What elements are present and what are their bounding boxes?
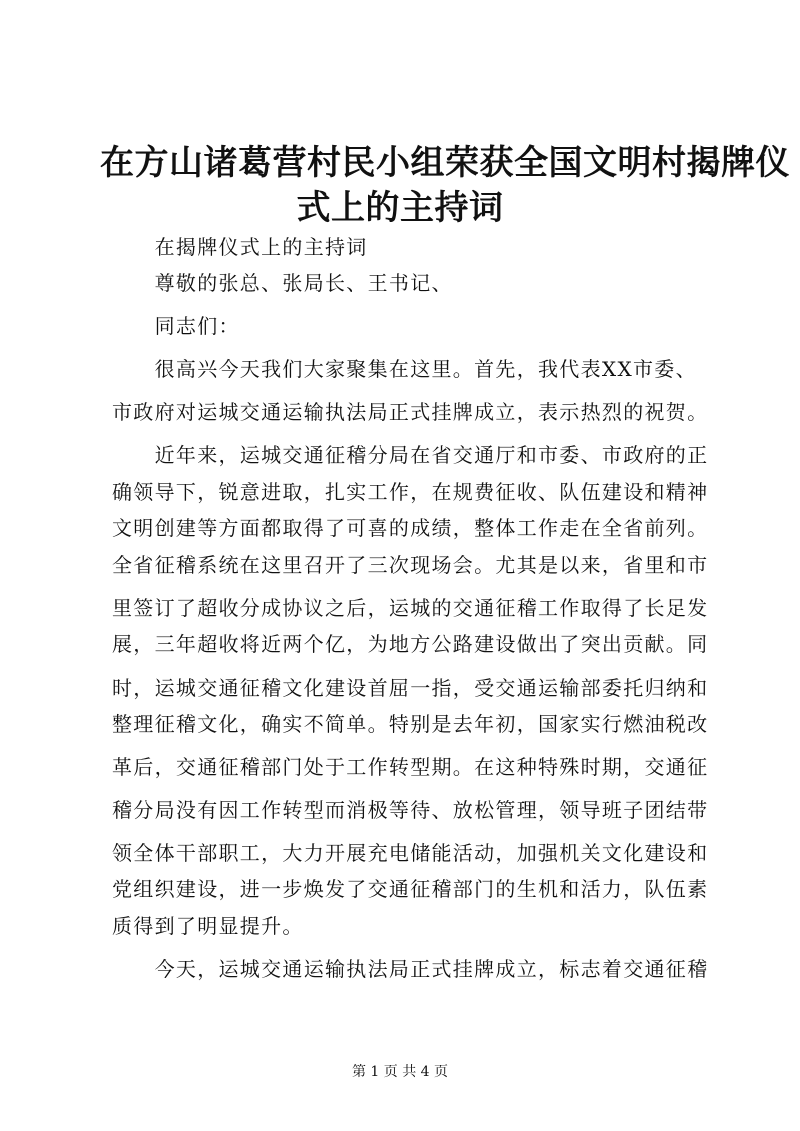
body-line: 尊敬的张总、张局长、王书记、 — [112, 271, 453, 295]
document-title-line-2: 式上的主持词 — [296, 188, 504, 228]
body-line: 党组织建设，进一步焕发了交通征稽部门的生机和活力，队伍素 — [112, 877, 709, 901]
body-line: 整理征稽文化，确实不简单。特别是去年初，国家实行燃油税改 — [112, 712, 709, 736]
page-number-footer: 第 1 页 共 4 页 — [351, 1064, 449, 1080]
body-line: 革后，交通征稽部门处于工作转型期。在这种特殊时期，交通征 — [112, 755, 709, 779]
body-line: 很高兴今天我们大家聚集在这里。首先，我代表XX市委、 — [112, 357, 697, 381]
body-line: 市政府对运城交通运输执法局正式挂牌成立，表示热烈的祝贺。 — [112, 400, 709, 424]
body-line: 全省征稽系统在这里召开了三次现场会。尤其是以来，省里和市 — [112, 553, 709, 577]
body-line: 确领导下，锐意进取，扎实工作，在规费征收、队伍建设和精神 — [112, 480, 709, 504]
body-line: 近年来，运城交通征稽分局在省交通厅和市委、市政府的正 — [112, 443, 709, 467]
body-line: 文明创建等方面都取得了可喜的成绩，整体工作走在全省前列。 — [112, 516, 709, 540]
body-line: 在揭牌仪式上的主持词 — [112, 235, 368, 259]
body-line: 时，运城交通征稽文化建设首屈一指，受交通运输部委托归纳和 — [112, 676, 709, 700]
body-line: 里签订了超收分成协议之后，运城的交通征稽工作取得了长足发 — [112, 596, 709, 620]
body-line: 今天，运城交通运输执法局正式挂牌成立，标志着交通征稽 — [112, 957, 709, 981]
document-title-line-1: 在方山诸葛营村民小组荣获全国文明村揭牌仪 — [100, 143, 790, 183]
body-line: 质得到了明显提升。 — [112, 914, 304, 938]
body-line: 展，三年超收将近两个亿，为地方公路建设做出了突出贡献。同 — [112, 632, 709, 656]
body-line: 领全体干部职工，大力开展充电储能活动，加强机关文化建设和 — [112, 841, 709, 865]
body-line: 同志们： — [112, 314, 240, 338]
body-line: 稽分局没有因工作转型而消极等待、放松管理，领导班子团结带 — [112, 798, 709, 822]
